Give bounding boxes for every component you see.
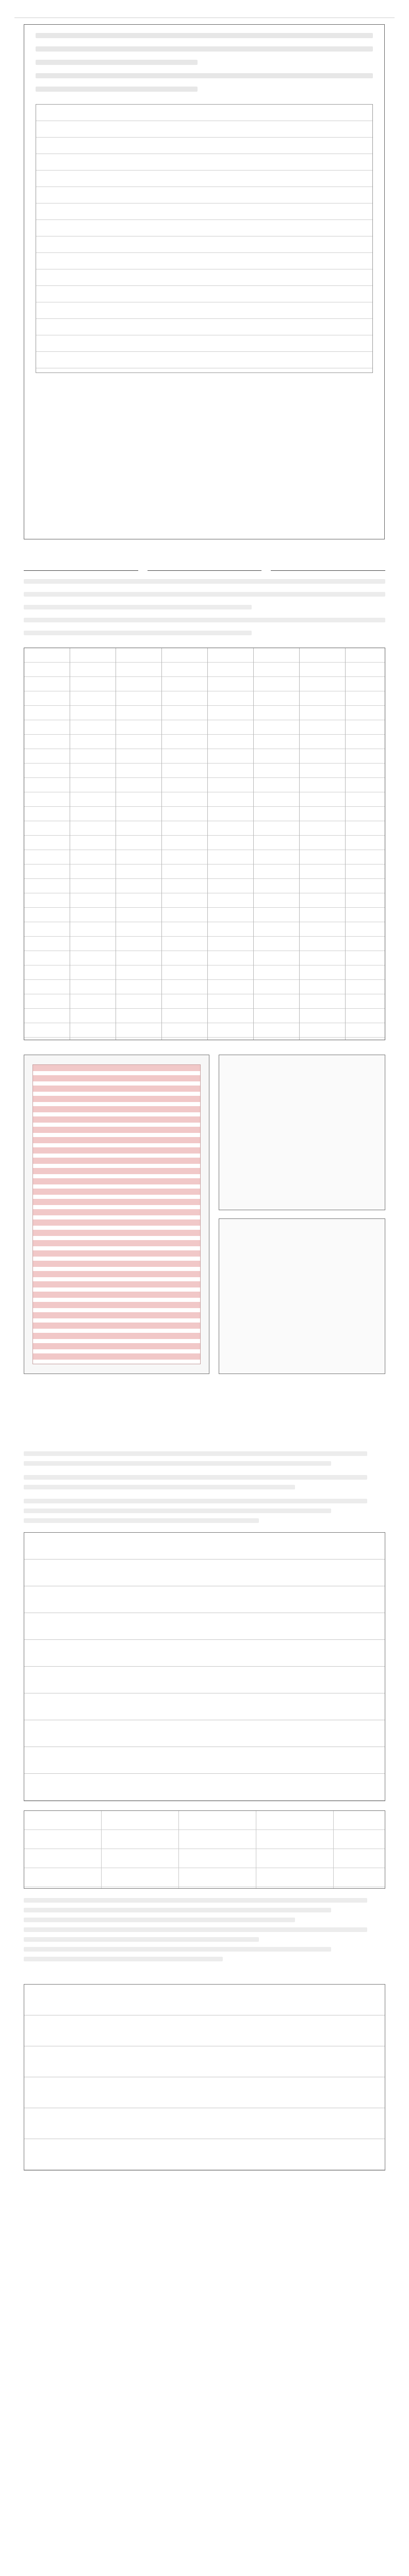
image-section [24,1055,385,1374]
intro-text-line [36,33,373,38]
text-line [24,1947,331,1952]
form-page-section [14,558,395,1434]
text-line [24,1898,367,1903]
intro-table [36,104,373,373]
note-line [24,605,252,609]
schedule-table [24,1532,385,1801]
intro-text-line [36,87,198,92]
image-side-panels [219,1055,385,1374]
intro-text-line [36,73,373,78]
note-line [24,618,385,622]
text-line [24,1518,259,1523]
text-line [24,1451,367,1456]
text-line [24,1957,223,1961]
text-line [24,1485,295,1489]
document-lower [14,1451,395,2171]
note-line [24,592,385,597]
intro-section [14,24,395,545]
form-notes [14,579,395,635]
note-line [24,631,252,635]
form-fields-row [24,558,385,571]
form-field-line [271,558,385,571]
intro-text-line [36,46,373,52]
form-field-line [24,558,138,571]
assessment-table [24,648,385,1040]
side-panel-bottom [219,1218,385,1374]
intro-text-line [36,60,198,65]
text-line [24,1918,295,1922]
text-line [24,1475,367,1480]
text-line [24,1927,367,1932]
text-line [24,1937,259,1942]
text-line [24,1908,331,1912]
form-field-line [148,558,262,571]
fee-table [24,1810,385,1889]
text-line [24,1499,367,1503]
text-line [24,1509,331,1513]
intro-card [24,24,385,539]
receipt-table [24,1984,385,2171]
text-line [24,1461,331,1466]
score-sheet-image [24,1055,209,1374]
score-sheet-grid [32,1064,201,1364]
side-panel-top [219,1055,385,1210]
note-line [24,579,385,584]
